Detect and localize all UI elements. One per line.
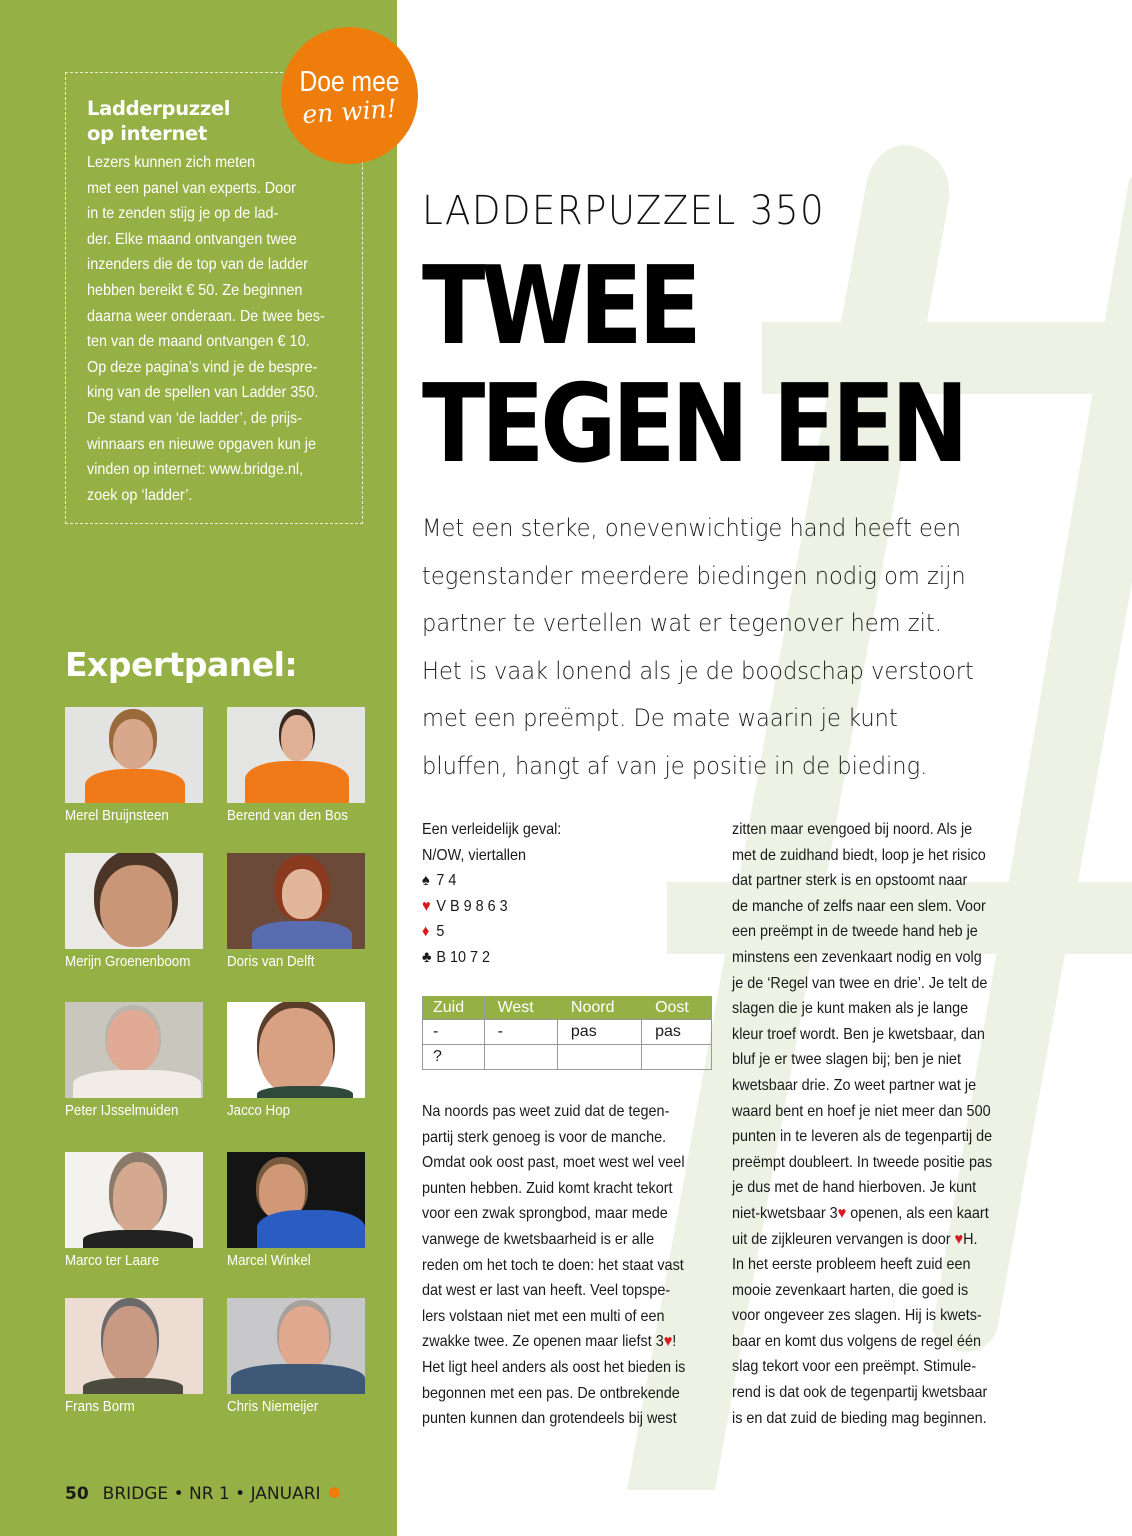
info-line: inzenders die de top van de ladder — [87, 256, 308, 274]
diamond-cards: 5 — [436, 923, 445, 941]
bid-cell: pas — [557, 1020, 641, 1045]
info-line: Op deze pagina’s vind je de bespre- — [87, 358, 318, 376]
expert-name: Merijn Groenenboom — [65, 954, 191, 970]
body-line: met de zuidhand biedt, loop je het risico — [732, 846, 986, 864]
info-line: zoek op ‘ladder’. — [87, 486, 193, 504]
body-line: lers volstaan niet met een multi of een — [422, 1307, 665, 1325]
expert-name: Frans Borm — [65, 1399, 135, 1415]
hand-diagram — [422, 817, 722, 971]
body-line: bluf je er twee slagen bij; ben je niet — [732, 1051, 961, 1069]
body-line: minstens een zevenkaart nodig en volg — [732, 948, 982, 966]
article-lead — [422, 505, 1062, 790]
expert-name: Merel Bruijnsteen — [65, 808, 169, 824]
info-line: met een panel van experts. Door — [87, 179, 296, 197]
info-line: ten van de maand ontvangen € 10. — [87, 333, 310, 351]
hand-clubs — [422, 945, 692, 971]
expert-card — [65, 1002, 203, 1119]
body-line: preëmpt doubleert. In tweede positie pas — [732, 1153, 993, 1171]
bid-header: West — [484, 996, 557, 1020]
expert-card — [65, 1152, 203, 1269]
club-icon: ♣ — [422, 948, 432, 966]
lead-line: tegenstander meerdere biedingen nodig om zijn — [422, 561, 966, 590]
expert-photo — [227, 707, 365, 803]
expert-card — [65, 853, 203, 970]
body-line — [732, 1201, 1002, 1227]
diamond-icon: ♦ — [422, 923, 430, 941]
body-line: begonnen met een pas. De ontbrekende — [422, 1384, 680, 1402]
lead-line: Met een sterke, onevenwichtige hand heeft een — [422, 514, 962, 542]
body-line: vanwege de kwetsbaarheid is er alle — [422, 1230, 655, 1248]
body-line: partij sterk genoeg is voor de manche. — [422, 1128, 667, 1146]
headline-line: TWEE — [422, 244, 698, 369]
expert-photo — [227, 1152, 365, 1248]
article-headline — [422, 244, 965, 487]
lead-line: Het is vaak lonend als je de boodschap verstoort — [422, 656, 974, 685]
spade-cards: 7 4 — [436, 872, 457, 890]
body-line: In het eerste probleem heeft zuid een — [732, 1256, 971, 1274]
body-line: slagen die je kunt maken als je lange — [732, 1000, 969, 1018]
body-text: openen, als een kaart — [846, 1204, 989, 1222]
expert-photo — [227, 1298, 365, 1394]
bid-header: Noord — [557, 996, 641, 1020]
bid-cell: ? — [423, 1045, 485, 1070]
expert-name: Chris Niemeijer — [227, 1399, 319, 1415]
body-line: je dus met de hand hierboven. Je kunt — [732, 1179, 977, 1197]
body-line: voor een zwak sprongbod, maar mede — [422, 1205, 668, 1223]
heart-icon: ♥ — [837, 1204, 847, 1222]
lead-line: partner te vertellen wat er tegenover hem zit. — [422, 609, 942, 637]
article-kicker: LADDERPUZZEL 350 — [422, 188, 826, 234]
spade-icon: ♠ — [422, 872, 430, 890]
body-line: reden om het toch te doen: het staat vast — [422, 1256, 684, 1274]
body-line: is en dat zuid de bieding mag beginnen. — [732, 1409, 987, 1427]
hand-spades — [422, 868, 692, 894]
info-line: der. Elke maand ontvangen twee — [87, 230, 297, 248]
body-line: punten hebben. Zuid komt kracht tekort — [422, 1179, 673, 1197]
bid-cell: - — [484, 1020, 557, 1045]
body-line: Omdat ook oost past, moet west wel veel — [422, 1154, 685, 1172]
expert-card — [65, 1298, 203, 1415]
bid-cell: pas — [642, 1020, 712, 1045]
body-line: punten kunnen dan grotendeels bij west — [422, 1410, 677, 1428]
expert-card — [227, 707, 365, 824]
expert-card — [227, 1152, 365, 1269]
intro-line: N/OW, viertallen — [422, 846, 527, 864]
expert-name: Peter IJsselmuiden — [65, 1103, 179, 1119]
expert-name: Jacco Hop — [227, 1103, 291, 1119]
bid-header: Oost — [642, 996, 712, 1020]
body-line: slag tekort voor een preëmpt. Stimule- — [732, 1358, 977, 1376]
expert-photo — [65, 1152, 203, 1248]
info-title-line: Ladderpuzzel — [87, 97, 231, 120]
heart-icon: ♥ — [422, 897, 431, 915]
bid-cell — [484, 1045, 557, 1070]
orange-dot-icon — [329, 1487, 340, 1498]
info-box-title — [87, 96, 287, 146]
doe-mee-badge — [281, 27, 418, 164]
body-column-2 — [732, 817, 1032, 1431]
body-text: H. — [963, 1230, 978, 1248]
info-line: king van de spellen van Ladder 350. — [87, 384, 319, 402]
bid-cell — [642, 1045, 712, 1070]
club-cards: B 10 7 2 — [436, 948, 491, 966]
heart-icon: ♥ — [954, 1230, 964, 1248]
lead-line: met een preëmpt. De mate waarin je kunt — [422, 704, 898, 732]
expert-name: Doris van Delft — [227, 954, 315, 970]
info-line: daarna weer onderaan. De twee bes- — [87, 307, 325, 325]
hand-hearts — [422, 894, 692, 920]
expert-panel-title: Expertpanel: — [65, 645, 298, 684]
expert-photo — [65, 1002, 203, 1098]
magazine-issue: BRIDGE • NR 1 • JANUARI — [102, 1484, 321, 1504]
body-text: uit de zijkleuren vervangen is door — [732, 1230, 955, 1248]
expert-photo — [65, 1298, 203, 1394]
bid-cell — [557, 1045, 641, 1070]
bid-cell: - — [423, 1020, 485, 1045]
bidding-table — [422, 996, 712, 1070]
expert-photo — [65, 853, 203, 949]
badge-line-1: Doe mee — [299, 66, 400, 98]
info-line: winnaars en nieuwe opgaven kun je — [87, 435, 316, 453]
body-column-1 — [422, 1099, 722, 1432]
info-line: Lezers kunnen zich meten — [87, 154, 256, 171]
body-text: niet-kwetsbaar 3 — [732, 1204, 838, 1222]
body-line: Na noords pas weet zuid dat de tegen- — [422, 1103, 670, 1120]
bidding-header-row — [423, 996, 712, 1020]
body-text: zwakke twee. Ze openen maar liefst 3 — [422, 1333, 664, 1351]
expert-photo — [227, 853, 365, 949]
expert-photo — [227, 1002, 365, 1098]
body-line: dat partner sterk is en opstoomt naar — [732, 872, 968, 890]
hand-diamonds — [422, 919, 692, 945]
expert-card — [65, 707, 203, 824]
body-line: baar en komt dus volgens de regel één — [732, 1332, 981, 1350]
expert-name: Marcel Winkel — [227, 1253, 311, 1269]
body-line: je de ‘Regel van twee en drie’. Je telt de — [732, 974, 988, 992]
expert-card — [227, 1298, 365, 1415]
lead-line: bluffen, hangt af van je positie in de bieding. — [422, 751, 928, 780]
body-line: een preëmpt in de tweede hand heb je — [732, 923, 978, 941]
body-line: de manche of zelfs naar een slem. Voor — [732, 897, 986, 915]
expert-name: Marco ter Laare — [65, 1253, 160, 1269]
body-line: waard bent en hoef je niet meer dan 500 — [732, 1102, 991, 1120]
bidding-row — [423, 1045, 712, 1070]
info-line: in te zenden stijg je op de lad- — [87, 205, 279, 223]
info-box-body — [87, 150, 357, 508]
body-line: kleur troef wordt. Ben je kwetsbaar, dan — [732, 1025, 985, 1043]
bid-header: Zuid — [423, 996, 485, 1020]
body-line: punten in te leveren als de tegenpartij de — [732, 1128, 993, 1146]
heart-cards: V B 9 8 6 3 — [436, 897, 508, 915]
body-text: ! — [672, 1333, 677, 1351]
info-title-line: op internet — [87, 122, 208, 145]
intro-line: Een verleidelijk geval: — [422, 821, 562, 838]
heart-icon: ♥ — [663, 1333, 673, 1351]
headline-line: TEGEN EEN — [422, 362, 965, 487]
info-line: De stand van ‘de ladder’, de prijs- — [87, 409, 303, 427]
badge-line-2: en win! — [301, 93, 398, 130]
page-number: 50 — [65, 1484, 89, 1504]
body-line: Het ligt heel anders als oost het bieden is — [422, 1358, 686, 1376]
body-line: rend is dat ook de tegenpartij kwetsbaar — [732, 1384, 988, 1402]
expert-photo — [65, 707, 203, 803]
body-line — [422, 1329, 692, 1355]
body-line — [732, 1227, 1002, 1253]
body-line: mooie zevenkaart harten, die goed is — [732, 1281, 969, 1299]
body-line: dat west er last van heeft. Veel topspe- — [422, 1282, 671, 1300]
info-line: hebben bereikt € 50. Ze beginnen — [87, 281, 303, 299]
body-line: zitten maar evengoed bij noord. Als je — [732, 821, 973, 838]
body-line: kwetsbaar drie. Zo weet partner wat je — [732, 1076, 977, 1094]
expert-card — [227, 1002, 365, 1119]
body-line: voor ongeveer zes slagen. Hij is kwets- — [732, 1307, 982, 1325]
expert-card — [227, 853, 365, 970]
expert-name: Berend van den Bos — [227, 808, 348, 824]
info-line: vinden op internet: www.bridge.nl, — [87, 461, 304, 479]
page-footer — [65, 1484, 340, 1504]
bidding-row — [423, 1020, 712, 1045]
